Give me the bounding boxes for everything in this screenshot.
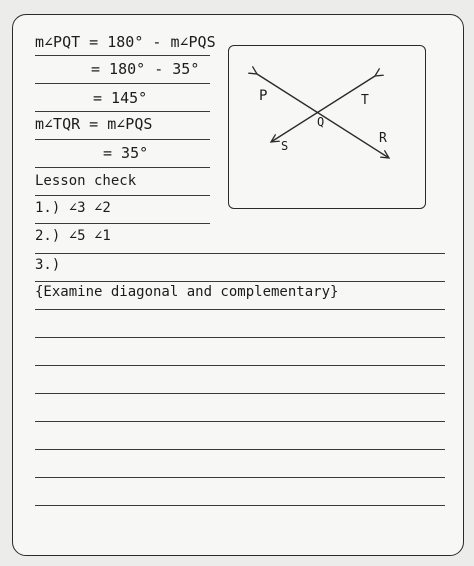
ruled-line — [35, 281, 445, 282]
ruled-line — [35, 223, 210, 224]
ruled-line — [35, 309, 445, 310]
answer-1: 1.) ∠3 ∠2 — [35, 200, 111, 216]
lesson-check-heading: Lesson check — [35, 173, 137, 189]
ruled-line — [35, 55, 210, 56]
ruled-line — [35, 167, 210, 168]
answer-3: 3.) — [35, 257, 61, 273]
ruled-line — [35, 337, 445, 338]
ruled-line — [35, 449, 445, 450]
ruled-line — [35, 195, 210, 196]
ruled-line — [35, 111, 210, 112]
work-line-1: m∠PQT = 180° - m∠PQS — [35, 33, 216, 51]
label-q: Q — [317, 115, 325, 129]
ruled-line — [35, 139, 210, 140]
ruled-line — [35, 393, 445, 394]
ruled-line — [35, 505, 445, 506]
line-ts — [271, 76, 375, 142]
work-line-3: = 145° — [93, 89, 148, 107]
label-r: R — [379, 131, 387, 146]
diagram-box — [228, 45, 426, 209]
label-s: S — [281, 139, 289, 153]
work-line-5: = 35° — [103, 144, 149, 162]
ruled-line — [35, 365, 445, 366]
answer-3-text: {Examine diagonal and complementary} — [35, 284, 339, 300]
ruled-line — [35, 253, 445, 254]
ruled-line — [35, 477, 445, 478]
ruled-line — [35, 83, 210, 84]
ruled-line — [35, 421, 445, 422]
work-line-2: = 180° - 35° — [91, 60, 200, 78]
notebook-page — [12, 14, 464, 556]
intersecting-lines-diagram — [229, 46, 425, 208]
work-line-4: m∠TQR = m∠PQS — [35, 115, 153, 133]
label-p: P — [259, 88, 268, 104]
label-t: T — [361, 93, 369, 108]
answer-2: 2.) ∠5 ∠1 — [35, 228, 111, 244]
